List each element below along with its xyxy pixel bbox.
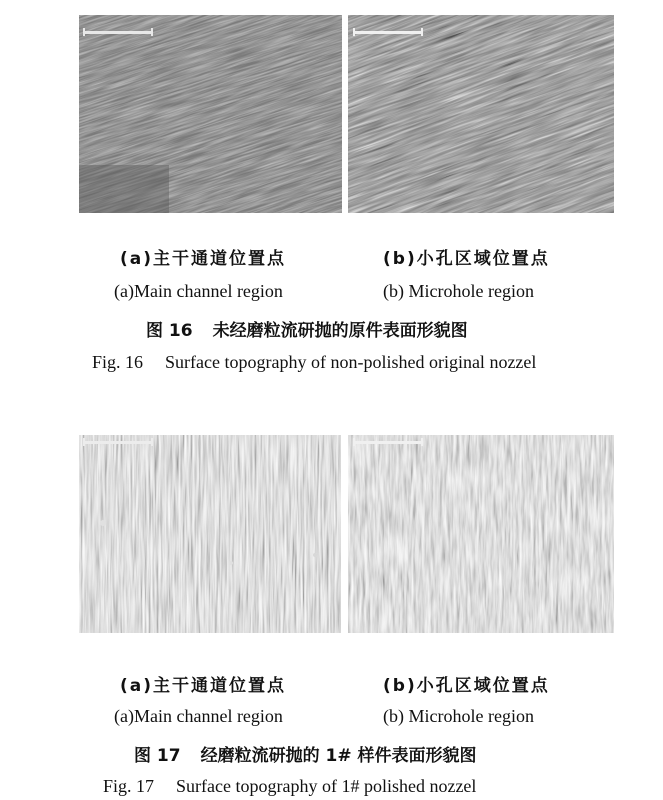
fig16-panel-b-label-cn: (b)小孔区域位置点 <box>383 249 550 269</box>
fig17-panel-b-label-en: (b) Microhole region <box>383 706 534 726</box>
fig17-caption-en-text: Surface topography of 1# polished nozzel <box>176 776 477 796</box>
fig17-panel-a-label-cn: (a)主干通道位置点 <box>120 676 287 696</box>
fig16-caption-en-number: Fig. 16 <box>92 352 144 372</box>
fig17-panel-b-label-cn: (b)小孔区域位置点 <box>383 676 550 696</box>
fig17-caption-cn-number: 图 17 <box>134 746 181 766</box>
fig17-caption-cn <box>134 741 477 766</box>
fig16-image-a <box>79 15 342 213</box>
fig16-caption-cn-text: 未经磨粒流研抛的原件表面形貌图 <box>212 321 468 341</box>
fig17-image-a <box>79 435 341 633</box>
fig17-image-b <box>348 435 614 633</box>
fig16-panel-a-label-en: (a)Main channel region <box>114 281 283 301</box>
fig17-caption-en <box>103 776 476 797</box>
fig17-panel-a-label-en: (a)Main channel region <box>114 706 283 726</box>
fig16-caption-en <box>92 352 536 373</box>
fig16-image-b <box>348 15 614 213</box>
fig17-caption-cn-text: 经磨粒流研抛的 1# 样件表面形貌图 <box>200 746 477 766</box>
fig16-caption-en-text: Surface topography of non-polished original nozzel <box>165 352 537 372</box>
fig16-panel-b-label-en: (b) Microhole region <box>383 281 534 301</box>
fig16-caption-cn <box>146 316 468 341</box>
fig17-caption-en-number: Fig. 17 <box>103 776 155 796</box>
fig16-caption-cn-number: 图 16 <box>146 321 193 341</box>
fig16-panel-a-label-cn: (a)主干通道位置点 <box>120 249 287 269</box>
